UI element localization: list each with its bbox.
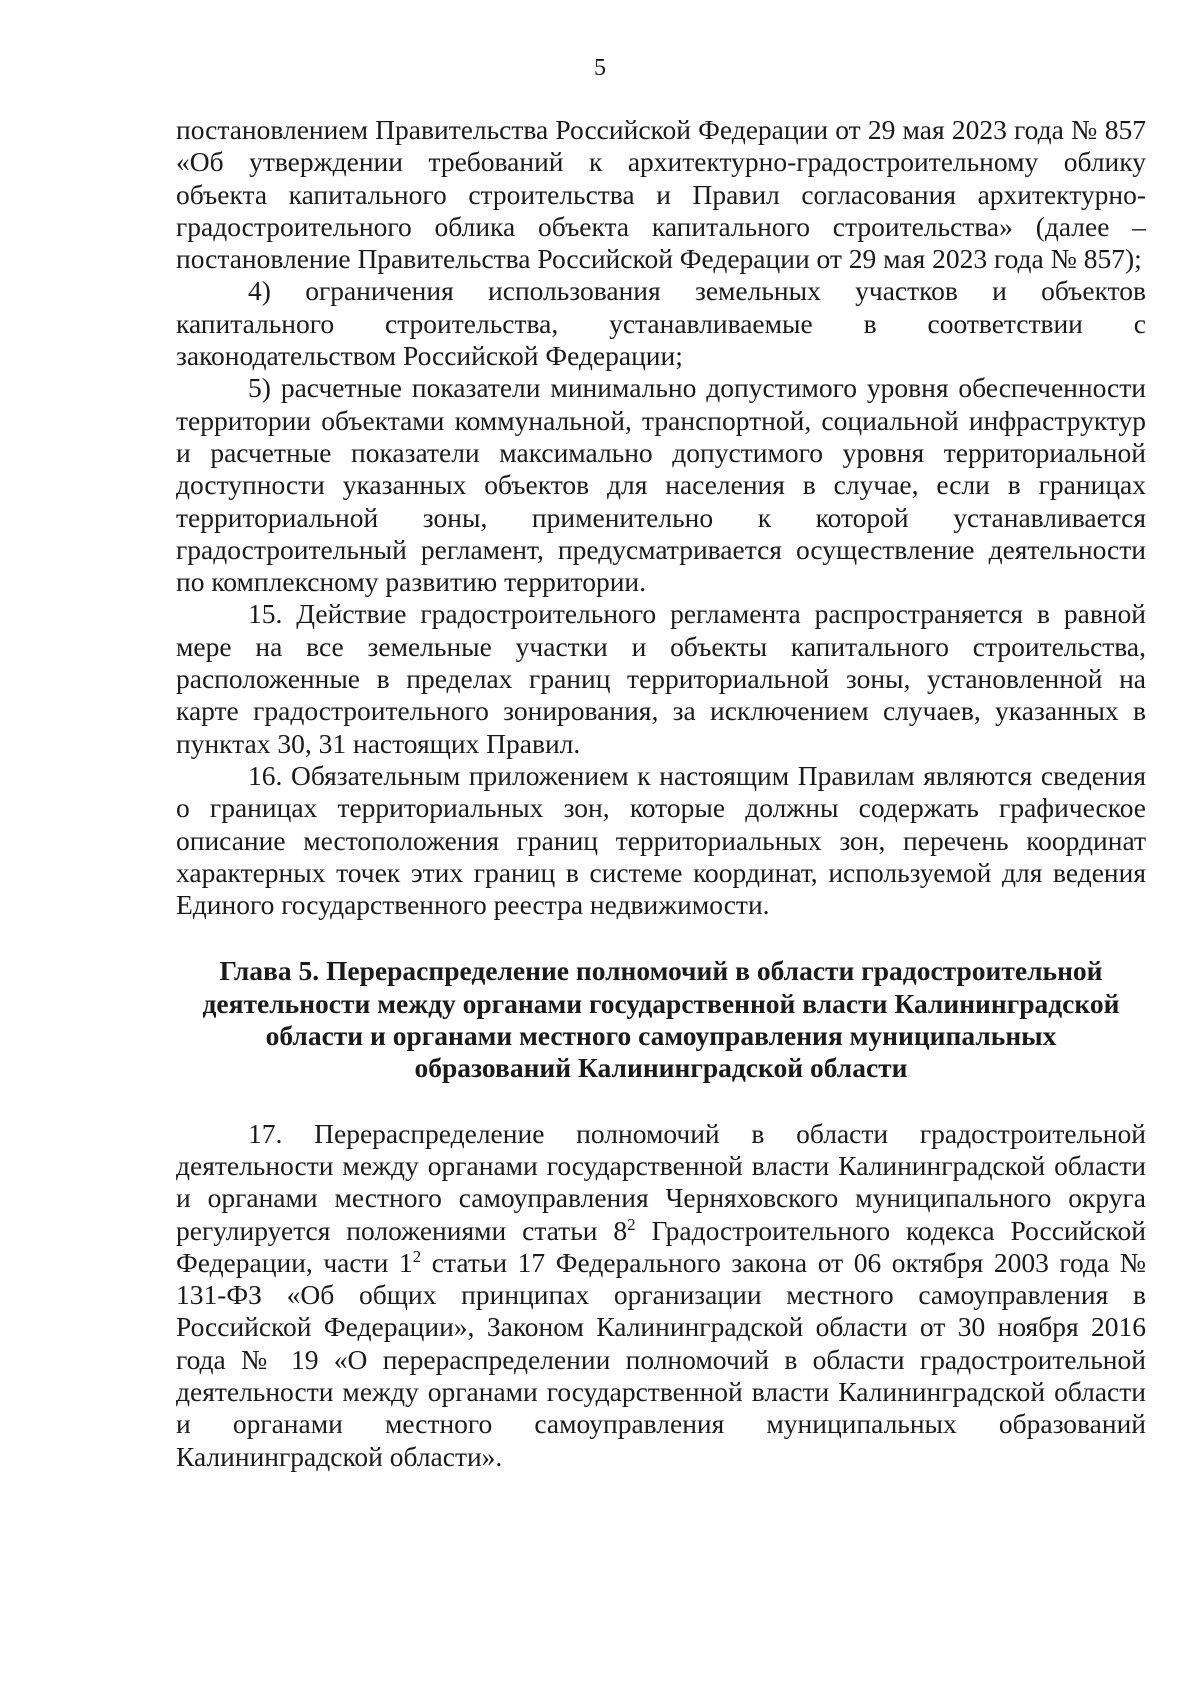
- paragraph-17: [176, 1118, 1146, 1473]
- chapter-heading-line: области и органами местного самоуправления муниципальных: [265, 1020, 1057, 1052]
- chapter-heading-line: деятельности между органами государственной власти Калининградской: [202, 987, 1120, 1019]
- paragraph-item-4: 4) ограничения использования земельных участков и объектов капитального строительства, устанавливаемые в соответствии с законодательством Российской Федерации;: [176, 275, 1146, 372]
- paragraph-16: 16. Обязательным приложением к настоящим Правилам являются сведения о границах территориальных зон, которые должны содержать графическое описание местоположения границ территориальных зон, перечень координат характерных точек этих границ в системе координат, используемой для ведения Единого государственного реестра недвижимости.: [176, 759, 1146, 921]
- page-number: 5: [594, 55, 606, 81]
- superscript: 2: [412, 1246, 422, 1266]
- paragraph-17-text: 17. Перераспределение полномочий в области градостроительной деятельности между органами государственной власти Калининградской области и органами местного самоуправления Черняховского муниципального округа регулируется положениями статьи 8: [176, 1117, 1146, 1246]
- paragraph-17-text: Градостроительного кодекса Российской Федерации, части 1: [176, 1214, 1146, 1278]
- paragraph-item-5: 5) расчетные показатели минимально допустимого уровня обеспеченности территории объектами коммунальной, транспортной, социальной инфраструктур и расчетные показатели максимально допустимого уровня территориальной доступности указанных объектов для населения в случае, если в границах территориальной зоны, применительно к которой устанавливается градостроительный регламент, предусматривается осуществление деятельности по комплексному развитию территории.: [176, 372, 1146, 598]
- superscript: 2: [627, 1214, 636, 1234]
- paragraph-continuation: постановлением Правительства Российской Федерации от 29 мая 2023 года № 857 «Об утверждении требований к архитектурно-градостроительному облику объекта капитального строительства и Правил согласования архитектурно-градостроительного облика объекта капитального строительства» (далее – постановление Правительства Российской Федерации от 29 мая 2023 года № 857);: [176, 114, 1146, 275]
- chapter-heading-line: образований Калининградской области: [414, 1052, 908, 1084]
- paragraph-15: 15. Действие градостроительного регламента распространяется в равной мере на все земельные участки и объекты капитального строительства, расположенные в пределах границ территориальной зоны, установленной на карте градостроительного зонирования, за исключением случаев, указанных в пунктах 30, 31 настоящих Правил.: [176, 598, 1146, 759]
- chapter-heading: [176, 955, 1146, 1084]
- document-body: [176, 114, 1146, 1473]
- paragraph-17-text: статьи 17 Федерального закона от 06 октября 2003 года № 131-ФЗ «Об общих принципах организации местного самоуправления в Российской Федерации», Законом Калининградской области от 30 ноября 2016 года № 19 «О перераспределении полномочий в области градостроительной деятельности между органами государственной власти Калининградской области и органами местного самоуправления муниципальных образований Калининградской области».: [176, 1246, 1146, 1472]
- chapter-heading-line: Глава 5. Перераспределение полномочий в области градостроительной: [219, 955, 1103, 987]
